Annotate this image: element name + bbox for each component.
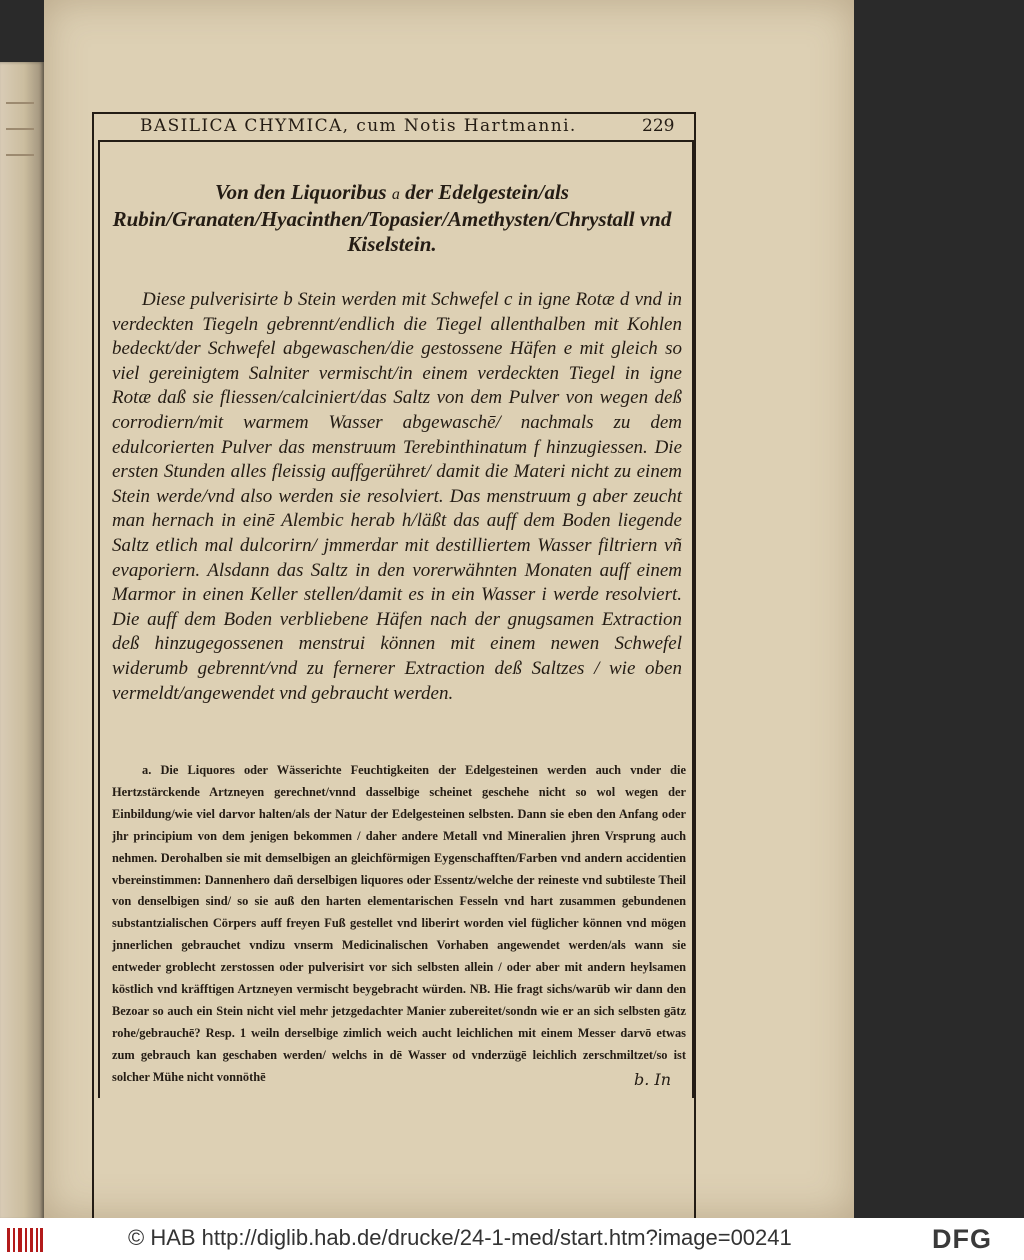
left-page-edge	[0, 62, 44, 1220]
barcode-icon	[6, 1226, 44, 1254]
footnote-a: a. Die Liquores oder Wässerichte Feuchtigkeiten der Edelgesteinen werden auch vnder die Hertzstärckende Artzneyen gerechnet/vnnd dasselbige scheinet geschehe nicht so wol wegen der Einbildung/wie viel darvor halten/als der Natur der Edelgesteinen selbsten. Dann sie eben den Anfang oder jhr principium von dem jenigen bekommen / daher andere Metall vnd Mineralien jhren Vrsprung auch nehmen. Derohalben sie mit demselbigen an gleichförmigen Eygenschafften/Farben vnd andern accidentien vbereinstimmen: Dannenhero dañ derselbigen liquores oder Essentz/welche der reineste vnd subtileste Theil von denselbigen sind/ so sie auß den harten elementarischen Fesseln vnd hart zusammen gebundenen substantzialischen Cörpers auff freyen Fuß gestellet vnd liberirt worden viel füglicher können vnd mögen jnnerlichen gebrauchet vndizu vnserm Medicinalischen Vorhaben angewendet werden/als wann sie entweder groblecht zerstossen oder pulverisirt vor sich selbsten allein / oder aber mit andern heylsamen köstlich vnd kräfftigen Artzneyen vermischt beygebracht würden. NB. Hie fragt sichs/warūb wir dann den Bezoar so auch ein Stein nicht viel mehr jetzgedachter Manier zubereitet/sondn wie er an sich selbsten gātz rohe/gebrauchē? Resp. 1 weiln derselbige zimlich weich aucht leichlichen mit einem Messer darvō etwas zum gebrauch kan geschaben werden/ welchs in dē Wasser od vnderzügē leichlich zerschmiltzet/so ist solcher Mühe nicht vonnöthē	[112, 763, 686, 1084]
copyright-link[interactable]: © HAB http://diglib.hab.de/drucke/24-1-med/start.htm?image=00241	[128, 1225, 792, 1250]
chapter-title-start: Von den Liquoribus	[215, 180, 387, 204]
chapter-title	[112, 180, 672, 257]
chapter-title-rest: der Edelgestein/als Rubin/Granaten/Hyacinthen/Topasier/Amethysten/Chrystall vnd Kiselstein.	[112, 180, 672, 256]
main-text	[112, 288, 682, 706]
note-mark: a	[391, 186, 400, 203]
catchword: b. In	[634, 1070, 672, 1089]
running-head: BASILICA CHYMICA, cum Notis Hartmanni.	[140, 116, 577, 136]
footnotes	[112, 760, 686, 1089]
page-number: 229	[642, 116, 675, 136]
main-paragraph: Diese pulverisirte b Stein werden mit Schwefel c in igne Rotæ d vnd in verdeckten Tiegeln gebrennt/endlich die Tiegel allenthalben mit Kohlen bedeckt/der Schwefel abgewaschen/die gestossene Häfen e mit gleich so viel gereinigtem Salniter vermischt/in einem verdeckten Tiegel in igne Rotæ daß sie fliessen/calciniert/das Saltz von dem Pulver von wegen deß corrodiern/mit warmem Wasser abgewaschē/ nachmals zu dem edulcorierten Pulver das menstruum Terebinthinatum f hinzugiessen. Die ersten Stunden alles fleissig auffgerühret/ damit die Materi nicht zu einem Stein werde/vnd also werden sie resolviert. Das menstruum g aber zeucht man hernach in einē Alembic herab h/läßt das auff dem Boden liegende Saltz etlich mal dulcorirn/ jmmerdar mit destilliertem Wasser filtriern vñ evaporiern. Alsdann das Saltz in den vorerwähnten Monaten auff einem Marmor in einen Keller stellen/damit es in ein Wasser i werde resolviert. Die auff dem Boden verbliebene Häfen nach der gnugsamen Extraction deß hinzugegossenen menstrui können mit einem newen Schwefel widerumb gebrennt/vnd zu fernerer Extraction deß Saltzes / wie oben vermeldt/angewendet vnd gebraucht werden.	[112, 289, 682, 704]
dfg-logo: DFG	[932, 1224, 992, 1254]
